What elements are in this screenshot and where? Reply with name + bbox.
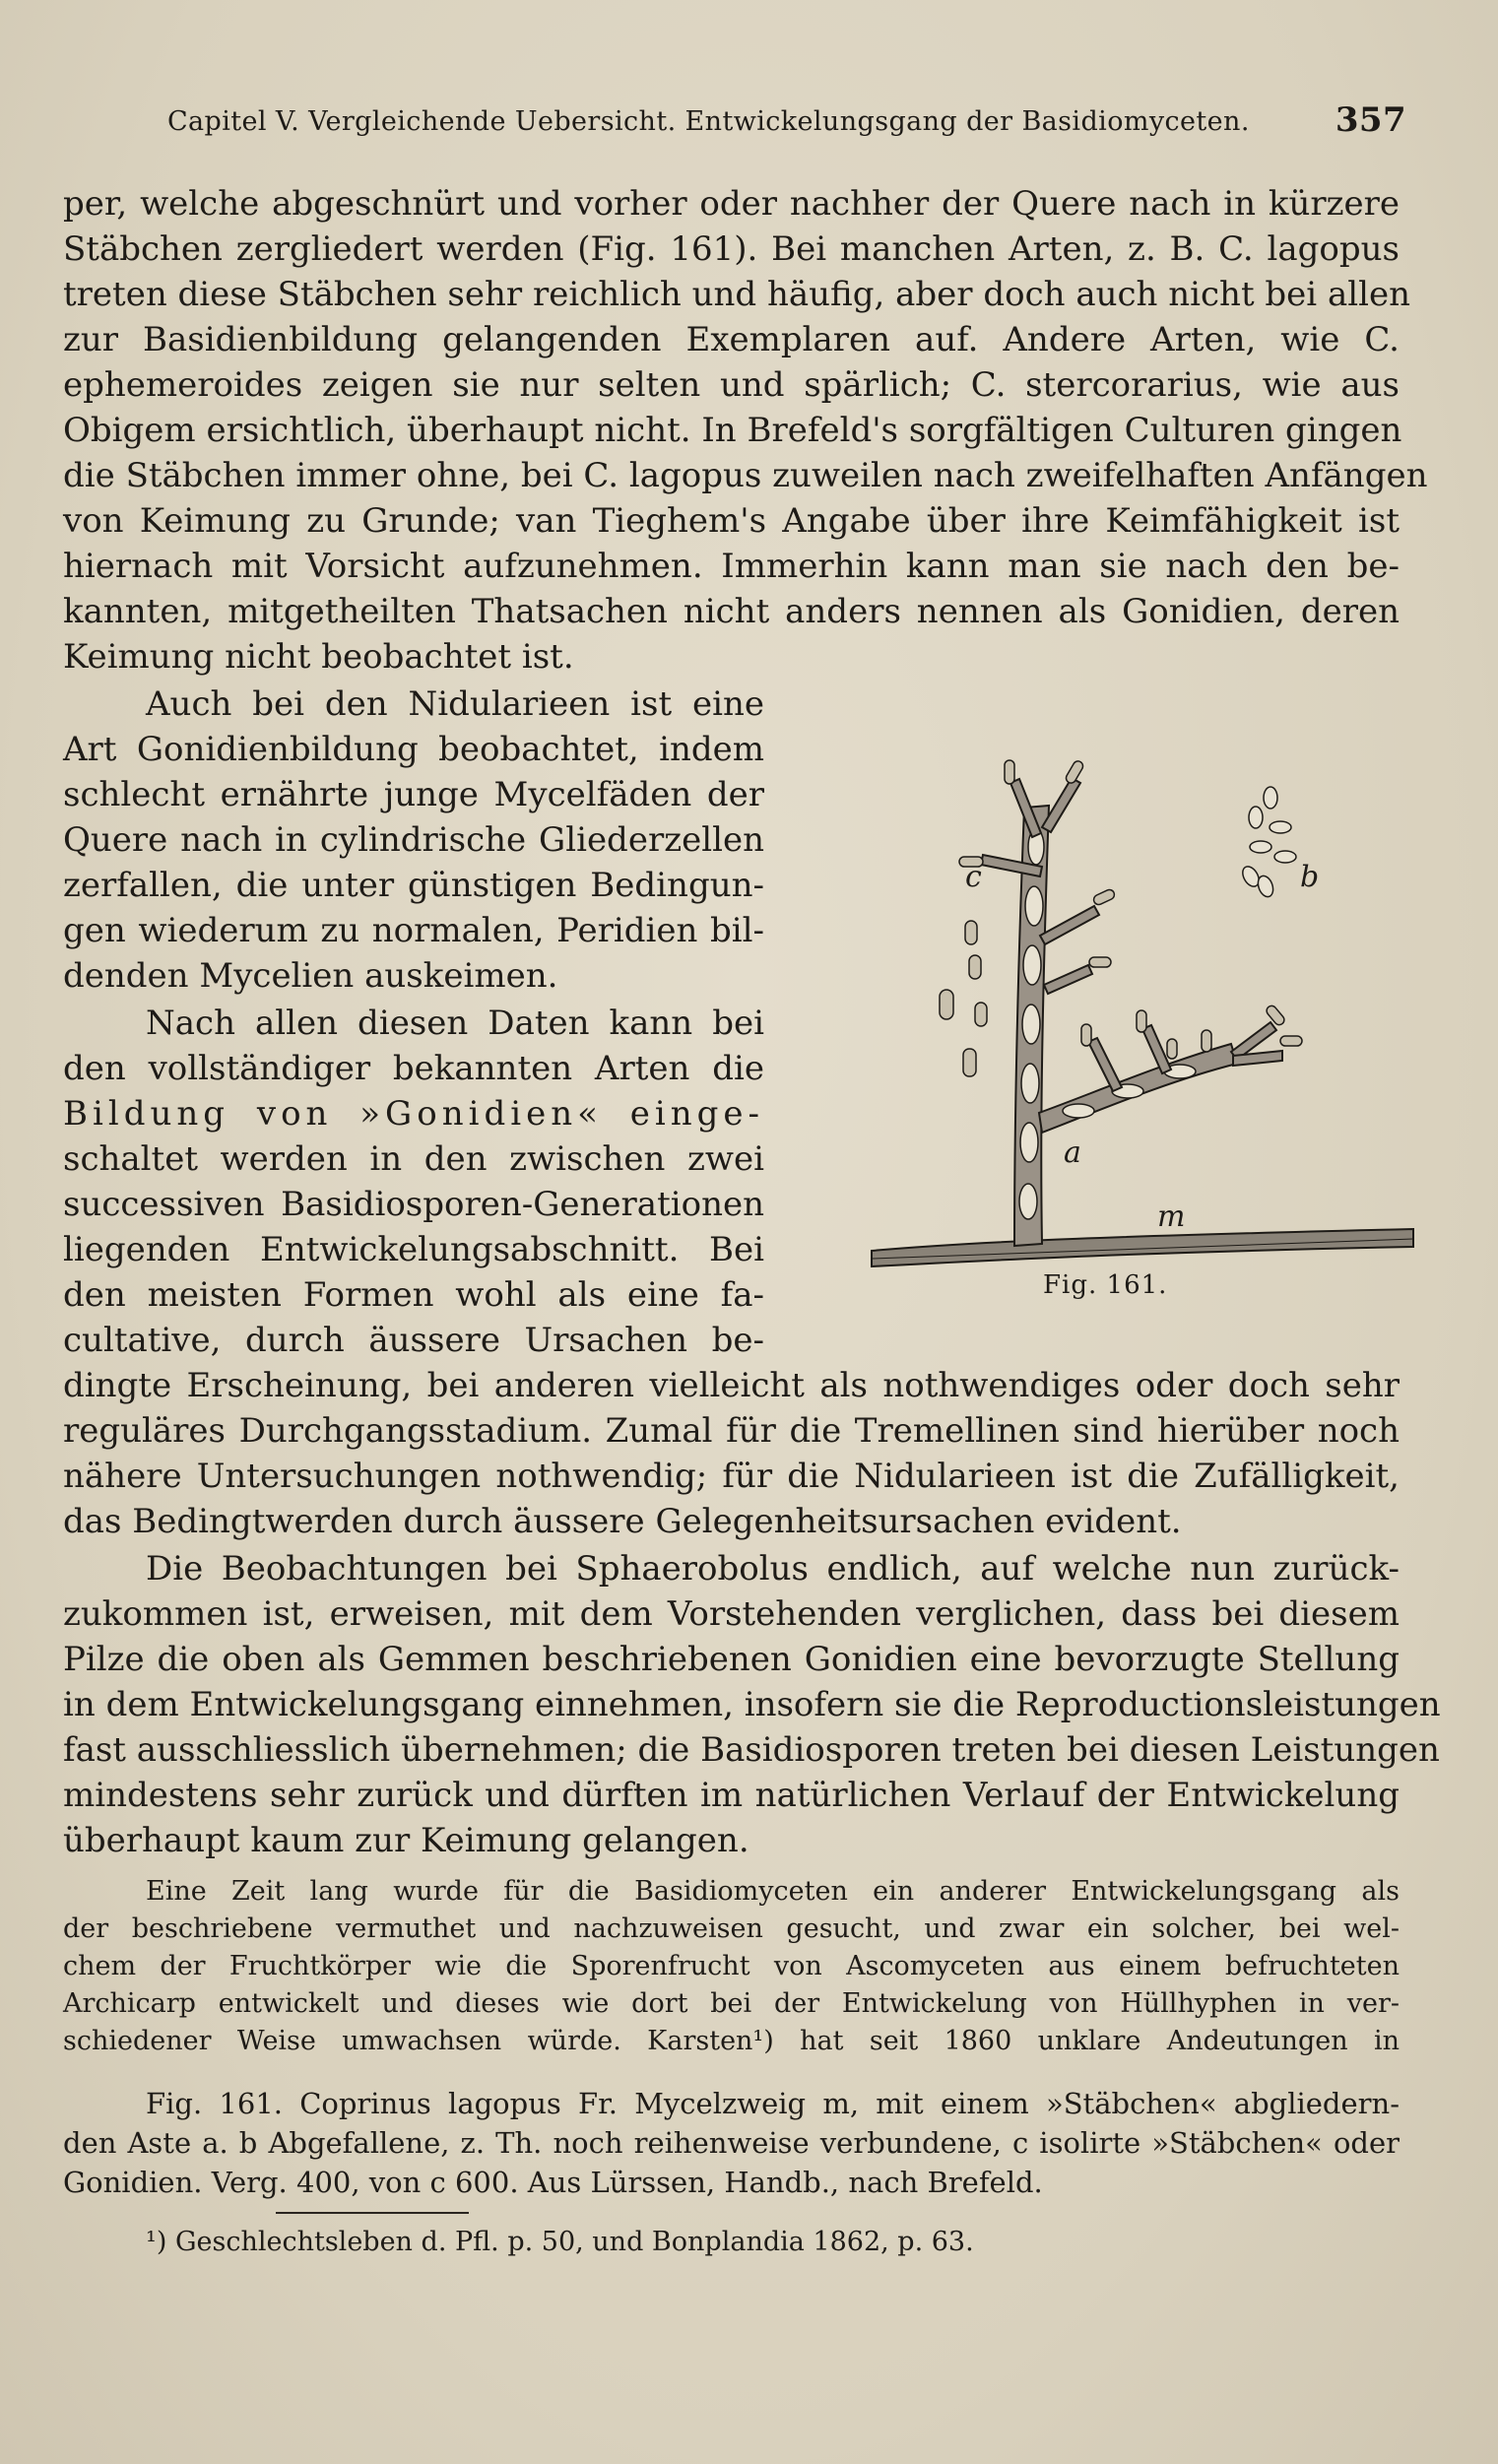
footnote-rule — [276, 2212, 469, 2214]
small-print-line: Archicarp entwickelt und dieses wie dort bei der Entwickelung von Hüllhyphen in ver- — [63, 1988, 1400, 2019]
body-line: per, welche abgeschnürt und vorher oder nachher der Quere nach in kürzere — [63, 184, 1400, 224]
small-print-line: der beschriebene vermuthet und nachzuweisen gesucht, und zwar ein solcher, bei wel- — [63, 1913, 1400, 1944]
body-line: von Keimung zu Grunde; van Tieghem's Angabe über ihre Keimfähigkeit ist — [63, 501, 1400, 541]
body-line: das Bedingtwerden durch äussere Gelegenheitsursachen evident. — [63, 1502, 1182, 1541]
narrow-line: Quere nach in cylindrische Gliederzellen — [63, 820, 764, 860]
figure-letter-b: b — [1300, 860, 1320, 894]
narrow-line: den meisten Formen wohl als eine fa- — [63, 1275, 764, 1315]
small-print-line: schiedener Weise umwachsen würde. Karsten¹) hat seit 1860 unklare Andeutungen in — [63, 2026, 1400, 2056]
narrow-line: den vollständiger bekannten Arten die — [63, 1049, 764, 1088]
figure-letter-c: c — [965, 860, 982, 894]
running-header — [167, 95, 1406, 146]
body-line: dingte Erscheinung, bei anderen vielleicht als nothwendiges oder doch sehr — [63, 1366, 1400, 1405]
isolated-spores-c — [940, 921, 987, 1076]
body-line: kannten, mitgetheilten Thatsachen nicht anders nennen als Gonidien, deren — [63, 592, 1400, 631]
spore-chains — [959, 759, 1302, 1059]
small-print-line: Eine Zeit lang wurde für die Basidiomyceten ein anderer Entwickelungsgang als — [146, 1876, 1400, 1907]
figure-letter-a: a — [1064, 1135, 1081, 1170]
figure-label: Fig. 161. — [1043, 1270, 1168, 1300]
narrow-line: Bildung von »Gonidien« einge- — [63, 1094, 764, 1134]
body-line: Die Beobachtungen bei Sphaerobolus endlich, auf welche nun zurück- — [146, 1549, 1400, 1589]
body-line: treten diese Stäbchen sehr reichlich und häufig, aber doch auch nicht bei allen — [63, 275, 1411, 314]
figure-caption-line: den Aste a. b Abgefallene, z. Th. noch reihenweise verbundene, c isolirte »Stäbchen« oder — [63, 2126, 1400, 2160]
body-line: fast ausschliesslich übernehmen; die Basidiosporen treten bei diesen Leistungen — [63, 1730, 1440, 1770]
narrow-line: Nach allen diesen Daten kann bei — [146, 1004, 764, 1043]
body-line: in dem Entwickelungsgang einnehmen, insofern sie die Reproductionsleistungen — [63, 1685, 1441, 1724]
body-line: Keimung nicht beobachtet ist. — [63, 637, 574, 677]
narrow-line: schlecht ernährte junge Mycelfäden der — [63, 775, 764, 814]
narrow-line: successiven Basidiosporen-Generationen — [63, 1185, 764, 1224]
body-line: Pilze die oben als Gemmen beschriebenen Gonidien eine bevorzugte Stellung — [63, 1640, 1400, 1679]
figure-letter-m: m — [1157, 1200, 1186, 1234]
figure-161 — [867, 689, 1418, 1300]
narrow-line: cultative, durch äussere Ursachen be- — [63, 1321, 764, 1360]
mycelium-thread — [872, 1229, 1413, 1266]
body-line: Obigem ersichtlich, überhaupt nicht. In Brefeld's sorgfältigen Culturen gingen — [63, 411, 1402, 450]
body-line: reguläres Durchgangsstadium. Zumal für die Tremellinen sind hierüber noch — [63, 1411, 1400, 1451]
body-line: hiernach mit Vorsicht aufzunehmen. Immerhin kann man sie nach den be- — [63, 547, 1400, 586]
small-print-line: chem der Fruchtkörper wie die Sporenfrucht von Ascomyceten aus einem befruchteten — [63, 1951, 1400, 1981]
narrow-line: liegenden Entwickelungsabschnitt. Bei — [63, 1230, 764, 1269]
page-number: 357 — [1335, 100, 1406, 140]
figure-caption-line: Gonidien. Verg. 400, von c 600. Aus Lürssen, Handb., nach Brefeld. — [63, 2166, 1043, 2199]
narrow-line: zerfallen, die unter günstigen Bedingun- — [63, 866, 764, 905]
body-line: nähere Untersuchungen nothwendig; für die Nidularieen ist die Zufälligkeit, — [63, 1457, 1400, 1496]
footnote: ¹) Geschlechtsleben d. Pfl. p. 50, und Bonplandia 1862, p. 63. — [146, 2227, 974, 2257]
body-line: zur Basidienbildung gelangenden Exemplaren auf. Andere Arten, wie C. — [63, 320, 1400, 359]
body-line: die Stäbchen immer ohne, bei C. lagopus zuweilen nach zweifelhaften Anfängen — [63, 456, 1428, 495]
body-line: zukommen ist, erweisen, mit dem Vorstehenden verglichen, dass bei diesem — [63, 1594, 1400, 1634]
figure-caption-line: Fig. 161. Coprinus lagopus Fr. Mycelzweig m, mit einem »Stäbchen« abgliedern- — [146, 2087, 1400, 2120]
narrow-line: Auch bei den Nidularieen ist eine — [146, 684, 764, 724]
body-line: ephemeroides zeigen sie nur selten und spärlich; C. stercorarius, wie aus — [63, 365, 1400, 405]
body-line: mindestens sehr zurück und dürften im natürlichen Verlauf der Entwickelung — [63, 1776, 1400, 1815]
narrow-line: gen wiederum zu normalen, Peridien bil- — [63, 911, 764, 950]
body-line: überhaupt kaum zur Keimung gelangen. — [63, 1821, 749, 1860]
detached-spores-b — [1239, 787, 1296, 899]
narrow-line: schaltet werden in den zwischen zwei — [63, 1139, 764, 1179]
narrow-line: Art Gonidienbildung beobachtet, indem — [63, 730, 764, 769]
body-line: Stäbchen zergliedert werden (Fig. 161). Bei manchen Arten, z. B. C. lagopus — [63, 229, 1400, 269]
narrow-line: denden Mycelien auskeimen. — [63, 956, 558, 996]
mycelium-illustration — [867, 689, 1418, 1300]
running-title: Capitel V. Vergleichende Uebersicht. Entwickelungsgang der Basidiomyceten. — [167, 106, 1250, 137]
